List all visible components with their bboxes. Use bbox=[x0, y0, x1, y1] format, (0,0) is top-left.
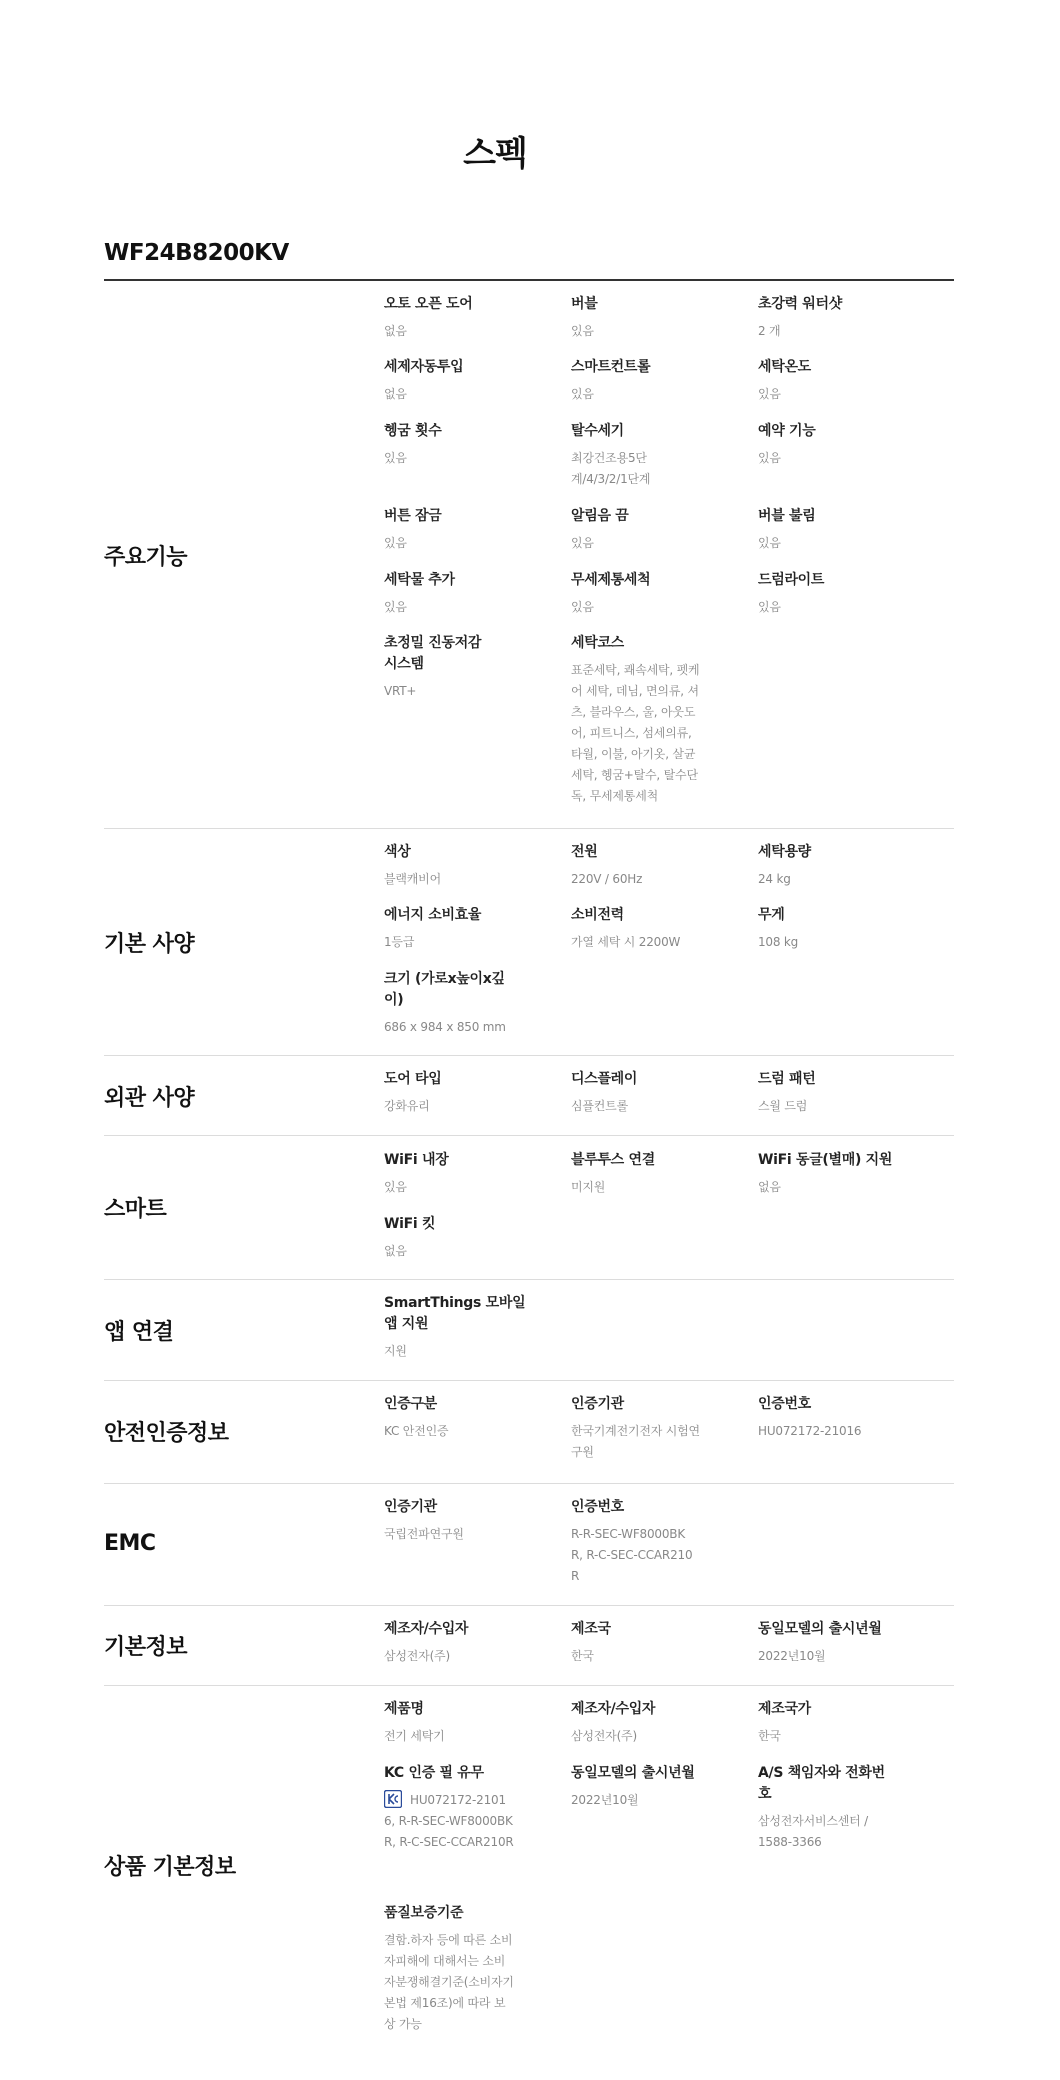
spec-label: 품질보증기준 bbox=[384, 1905, 464, 1921]
spec-item bbox=[571, 1763, 741, 1811]
spec-label: 초정밀 진동저감 시스템 bbox=[384, 635, 482, 672]
spec-item bbox=[384, 357, 554, 405]
spec-value: 있음 bbox=[384, 536, 407, 550]
spec-value: 없음 bbox=[758, 1180, 781, 1194]
spec-label: 버블 불림 bbox=[758, 508, 816, 524]
page-title: 스펙 bbox=[463, 134, 527, 174]
model-name: WF24B8200KV bbox=[104, 240, 289, 266]
spec-item bbox=[384, 294, 554, 342]
section-safety bbox=[104, 1381, 954, 1484]
section-emc bbox=[104, 1484, 954, 1606]
spec-value: KC 안전인증 bbox=[384, 1424, 449, 1438]
spec-value: 삼성전자서비스센터 / 1588-3366 bbox=[758, 1814, 868, 1849]
spec-item bbox=[384, 1699, 554, 1747]
spec-value: 강화유리 bbox=[384, 1099, 430, 1113]
spec-label: 무세제통세척 bbox=[571, 572, 651, 588]
spec-label: 제조자/수입자 bbox=[384, 1621, 469, 1637]
spec-label: KC 인증 필 유무 bbox=[384, 1765, 484, 1781]
spec-label: 초강력 워터샷 bbox=[758, 296, 842, 312]
spec-item bbox=[384, 1150, 554, 1198]
section-app bbox=[104, 1280, 954, 1381]
spec-value: 심플컨트롤 bbox=[571, 1099, 628, 1113]
spec-value: 있음 bbox=[758, 451, 781, 465]
spec-label: 제조자/수입자 bbox=[571, 1701, 656, 1717]
spec-label: 제조국 bbox=[571, 1621, 611, 1637]
spec-item bbox=[384, 905, 554, 953]
spec-label: 동일모델의 출시년월 bbox=[758, 1621, 882, 1637]
spec-label: 세탁물 추가 bbox=[384, 572, 455, 588]
spec-item bbox=[758, 506, 928, 554]
spec-value: 있음 bbox=[384, 451, 407, 465]
spec-label: 블루투스 연결 bbox=[571, 1152, 655, 1168]
spec-value: 1등급 bbox=[384, 935, 415, 949]
spec-item bbox=[384, 421, 554, 469]
section-product-info bbox=[104, 1686, 954, 2046]
spec-item bbox=[384, 1619, 554, 1667]
spec-value: 있음 bbox=[758, 387, 781, 401]
spec-value: 있음 bbox=[571, 600, 594, 614]
spec-value: R-R-SEC-WF8000BKR, R-C-SEC-CCAR210R bbox=[571, 1527, 693, 1583]
spec-value: 스월 드럼 bbox=[758, 1099, 808, 1113]
spec-label: WiFi 킷 bbox=[384, 1216, 436, 1232]
spec-item bbox=[758, 1069, 928, 1117]
section-basic-info bbox=[104, 1606, 954, 1686]
spec-item bbox=[758, 294, 928, 342]
spec-value: HU072172-21016 bbox=[758, 1424, 862, 1438]
spec-label: 인증기관 bbox=[384, 1499, 437, 1515]
spec-item bbox=[571, 1619, 741, 1667]
section-title: 주요기능 bbox=[104, 545, 188, 570]
section-basic-spec bbox=[104, 829, 954, 1056]
spec-label: 제품명 bbox=[384, 1701, 424, 1717]
spec-value: 결함.하자 등에 따른 소비자피해에 대해서는 소비자분쟁해결기준(소비자기본법 제16조)에 따라 보상 가능 bbox=[384, 1933, 514, 2031]
spec-value: 없음 bbox=[384, 324, 407, 338]
spec-label: 인증구분 bbox=[384, 1396, 437, 1412]
spec-item bbox=[758, 1619, 954, 1667]
spec-value: 한국 bbox=[571, 1649, 594, 1663]
spec-label: 드럼 패턴 bbox=[758, 1071, 816, 1087]
spec-value: 표준세탁, 쾌속세탁, 펫케어 세탁, 데님, 면의류, 셔츠, 블라우스, 울, 아웃도어, 피트니스, 섬세의류, 타월, 이불, 아기옷, 살균세탁, 헹굼+탈수, 탈수단독, 무세제통세척 bbox=[571, 663, 700, 803]
spec-value: 최강건조용5단계/4/3/2/1단계 bbox=[571, 451, 651, 486]
spec-label: 세탁온도 bbox=[758, 359, 811, 375]
spec-value: 삼성전자(주) bbox=[571, 1729, 637, 1743]
spec-label: 탈수세기 bbox=[571, 423, 624, 439]
spec-item bbox=[571, 506, 741, 554]
spec-value: 국립전파연구원 bbox=[384, 1527, 464, 1541]
spec-item bbox=[384, 1903, 514, 2035]
spec-value: HU072172-21016, R-R-SEC-WF8000BKR, R-C-SEC-CCAR210R bbox=[384, 1793, 514, 1849]
spec-item bbox=[758, 357, 928, 405]
spec-item bbox=[571, 1150, 741, 1198]
spec-label: WiFi 동글(별매) 지원 bbox=[758, 1152, 893, 1168]
spec-item bbox=[571, 1497, 696, 1587]
spec-label: 인증번호 bbox=[758, 1396, 811, 1412]
spec-label: 알림음 끔 bbox=[571, 508, 629, 524]
spec-label: 제조국가 bbox=[758, 1701, 811, 1717]
spec-item bbox=[384, 1763, 514, 1853]
spec-item bbox=[758, 570, 928, 618]
section-title: 외관 사양 bbox=[104, 1086, 195, 1111]
spec-label: 동일모델의 출시년월 bbox=[571, 1765, 695, 1781]
spec-item bbox=[384, 506, 554, 554]
spec-value: 있음 bbox=[571, 387, 594, 401]
model-divider bbox=[104, 279, 954, 281]
spec-label: 디스플레이 bbox=[571, 1071, 638, 1087]
spec-label: 색상 bbox=[384, 844, 411, 860]
section-title: EMC bbox=[104, 1531, 156, 1556]
spec-label: 인증번호 bbox=[571, 1499, 624, 1515]
spec-label: 도어 타입 bbox=[384, 1071, 442, 1087]
spec-value: 2022년10월 bbox=[758, 1649, 826, 1663]
spec-item bbox=[384, 633, 494, 702]
spec-label: 소비전력 bbox=[571, 907, 624, 923]
spec-item bbox=[384, 842, 554, 890]
spec-label: 세탁코스 bbox=[571, 635, 624, 651]
spec-value: 삼성전자(주) bbox=[384, 1649, 450, 1663]
spec-item bbox=[758, 421, 928, 469]
spec-item bbox=[384, 1293, 534, 1362]
section-smart bbox=[104, 1136, 954, 1280]
spec-item bbox=[758, 905, 928, 953]
spec-value: 전기 세탁기 bbox=[384, 1729, 445, 1743]
spec-value: 2022년10월 bbox=[571, 1793, 639, 1807]
spec-value: 24 kg bbox=[758, 872, 791, 886]
spec-label: 에너지 소비효율 bbox=[384, 907, 482, 923]
spec-label: 헹굼 횟수 bbox=[384, 423, 442, 439]
section-title: 스마트 bbox=[104, 1197, 167, 1222]
spec-item bbox=[758, 1699, 928, 1747]
spec-item bbox=[571, 294, 741, 342]
spec-item bbox=[758, 842, 928, 890]
spec-label: 크기 (가로x높이x깊이) bbox=[384, 971, 505, 1008]
section-title: 안전인증정보 bbox=[104, 1421, 229, 1446]
spec-label: 오토 오픈 도어 bbox=[384, 296, 473, 312]
spec-value: 가열 세탁 시 2200W bbox=[571, 935, 681, 949]
spec-label: 인증기관 bbox=[571, 1396, 624, 1412]
section-title: 기본정보 bbox=[104, 1635, 188, 1660]
spec-value: 220V / 60Hz bbox=[571, 872, 643, 886]
spec-label: 무게 bbox=[758, 907, 785, 923]
spec-item bbox=[384, 570, 554, 618]
spec-item bbox=[571, 1069, 741, 1117]
spec-item bbox=[384, 1497, 554, 1545]
spec-label: 버튼 잠금 bbox=[384, 508, 442, 524]
spec-value: 없음 bbox=[384, 387, 407, 401]
spec-value: 있음 bbox=[758, 600, 781, 614]
spec-label: 예약 기능 bbox=[758, 423, 816, 439]
spec-value: 블랙캐비어 bbox=[384, 872, 441, 886]
spec-item bbox=[384, 969, 514, 1038]
spec-value: 없음 bbox=[384, 1244, 407, 1258]
spec-label: 세탁용량 bbox=[758, 844, 811, 860]
spec-item bbox=[758, 1763, 888, 1853]
spec-item bbox=[571, 570, 741, 618]
spec-value: 한국 bbox=[758, 1729, 781, 1743]
section-title: 앱 연결 bbox=[104, 1320, 174, 1345]
section-main-features bbox=[104, 282, 954, 829]
spec-value: 있음 bbox=[384, 600, 407, 614]
spec-value: 있음 bbox=[571, 536, 594, 550]
spec-item bbox=[571, 633, 701, 807]
spec-label: 스마트컨트롤 bbox=[571, 359, 651, 375]
spec-label: A/S 책임자와 전화번호 bbox=[758, 1765, 885, 1802]
section-title: 상품 기본정보 bbox=[104, 1855, 236, 1880]
spec-item bbox=[384, 1214, 554, 1262]
spec-value: 686 x 984 x 850 mm bbox=[384, 1020, 506, 1034]
spec-value: 있음 bbox=[571, 324, 594, 338]
spec-label: WiFi 내장 bbox=[384, 1152, 449, 1168]
spec-value: 한국기계전기전자 시험연구원 bbox=[571, 1424, 700, 1459]
kc-cert-value bbox=[384, 1790, 514, 1853]
spec-item bbox=[571, 1394, 711, 1463]
spec-value: 108 kg bbox=[758, 935, 799, 949]
section-title: 기본 사양 bbox=[104, 932, 195, 957]
spec-value: 있음 bbox=[384, 1180, 407, 1194]
spec-label: 드럼라이트 bbox=[758, 572, 825, 588]
spec-item bbox=[571, 905, 741, 953]
spec-label: 세제자동투입 bbox=[384, 359, 464, 375]
spec-item bbox=[758, 1150, 954, 1198]
spec-value: 2 개 bbox=[758, 324, 781, 338]
spec-label: 전원 bbox=[571, 844, 598, 860]
spec-item bbox=[384, 1394, 554, 1442]
kc-certification-icon bbox=[384, 1790, 402, 1808]
spec-item bbox=[571, 1699, 741, 1747]
spec-value: 지원 bbox=[384, 1344, 407, 1358]
spec-label: SmartThings 모바일 앱 지원 bbox=[384, 1295, 526, 1332]
spec-item bbox=[384, 1069, 554, 1117]
spec-value: 미지원 bbox=[571, 1180, 606, 1194]
spec-item bbox=[571, 357, 741, 405]
section-exterior bbox=[104, 1056, 954, 1136]
spec-item bbox=[758, 1394, 928, 1442]
spec-label: 버블 bbox=[571, 296, 598, 312]
spec-item bbox=[571, 842, 741, 890]
spec-value: VRT+ bbox=[384, 684, 417, 698]
spec-item bbox=[571, 421, 701, 490]
spec-value: 있음 bbox=[758, 536, 781, 550]
